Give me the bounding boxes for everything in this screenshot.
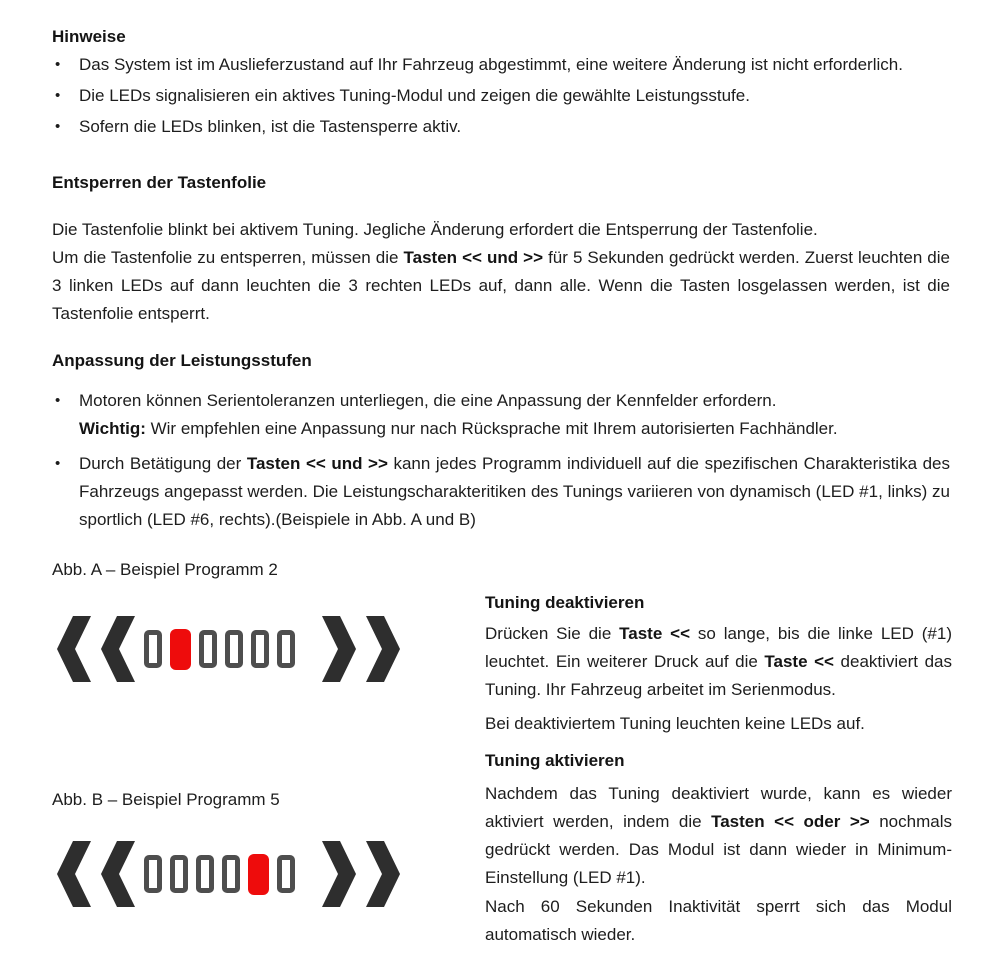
led-off (225, 630, 243, 668)
led-off (222, 855, 240, 893)
figure-b-label: Abb. B – Beispiel Programm 5 (52, 790, 280, 809)
anpassung-heading-wrap (52, 350, 950, 372)
led-off (199, 630, 217, 668)
hinweise-list (52, 51, 950, 141)
led-off (277, 855, 295, 893)
led-off (196, 855, 214, 893)
list-item: • Die LEDs signalisieren ein aktives Tuning-Modul und zeigen die gewählte Leistungsstufe. (52, 82, 950, 110)
deaktivieren-heading: Tuning deaktivieren (485, 593, 645, 612)
figure-b (57, 841, 400, 907)
list-item: • Sofern die LEDs blinken, ist die Tastensperre aktiv. (52, 113, 950, 141)
entsperren-paragraph-2: Um die Tastenfolie zu entsperren, müssen die Tasten << und >> für 5 Sekunden gedrückt werden. Zuerst leuchten die 3 linken LEDs auf dann leuchten die 3 rechten LEDs auf, dann alle. Wenn die Tasten losgelassen werden, ist die Tastenfolie entsperrt. (52, 248, 950, 323)
figure-a (57, 616, 400, 682)
led-active (248, 854, 269, 895)
aktivieren-paragraph-2: Nach 60 Sekunden Inaktivität sperrt sich das Modul automatisch wieder. (485, 897, 952, 944)
led-row (144, 629, 295, 670)
led-row (144, 854, 295, 895)
figure-a-label: Abb. A – Beispiel Programm 2 (52, 560, 278, 579)
led-off (277, 630, 295, 668)
deaktivieren-paragraph-1: Drücken Sie die Taste << so lange, bis die linke LED (#1) leuchtet. Ein weiterer Druck auf die Taste << deaktiviert das Tuning. Ihr Fahrzeug arbeitet im Serienmodus. (485, 624, 952, 699)
section-hinweise (52, 26, 950, 141)
chevrons-right-icon (322, 616, 400, 682)
chevrons-left-icon (57, 616, 135, 682)
anpassung-heading: Anpassung der Leistungsstufen (52, 351, 312, 370)
entsperren-heading-wrap (52, 172, 950, 194)
led-off (144, 855, 162, 893)
list-item: • Das System ist im Auslieferzustand auf Ihr Fahrzeug abgestimmt, eine weitere Änderung ist nicht erforderlich. (52, 51, 950, 79)
hinweise-heading: Hinweise (52, 27, 126, 46)
list-item: • Durch Betätigung der Tasten << und >> kann jedes Programm individuell auf die spezifischen Charakteristika des Fahrzeugs angepasst werden. Die Leistungscharakteritiken des Tunings variieren von dynamisch (LED #1, links) zu sportlich (LED #6, rechts).(Beispiele in Abb. A und B) (52, 450, 950, 534)
chevrons-left-icon (57, 841, 135, 907)
anpassung-list (52, 387, 950, 534)
deaktivieren-heading-wrap (485, 592, 952, 614)
entsperren-paragraph-1: Die Tastenfolie blinkt bei aktivem Tuning. Jegliche Änderung erfordert die Entsperrung der Tastenfolie. (52, 220, 818, 239)
entsperren-heading: Entsperren der Tastenfolie (52, 173, 267, 192)
chevrons-right-icon (322, 841, 400, 907)
aktivieren-heading-wrap (485, 750, 952, 772)
deaktivieren-paragraph-2: Bei deaktiviertem Tuning leuchten keine LEDs auf. (485, 714, 865, 733)
list-item: • Motoren können Serientoleranzen unterliegen, die eine Anpassung der Kennfelder erfordern. Wichtig: Wir empfehlen eine Anpassung nur nach Rücksprache mit Ihrem autorisierten Fachhändler. (52, 387, 950, 443)
aktivieren-paragraph-1: Nachdem das Tuning deaktiviert wurde, kann es wieder aktiviert werden, indem die Tasten << oder >> nochmals gedrückt werden. Das Modul ist dann wieder in Minimum-Einstellung (LED #1). (485, 784, 952, 887)
led-off (170, 855, 188, 893)
led-off (251, 630, 269, 668)
led-active (170, 629, 191, 670)
led-off (144, 630, 162, 668)
aktivieren-heading: Tuning aktivieren (485, 751, 625, 770)
